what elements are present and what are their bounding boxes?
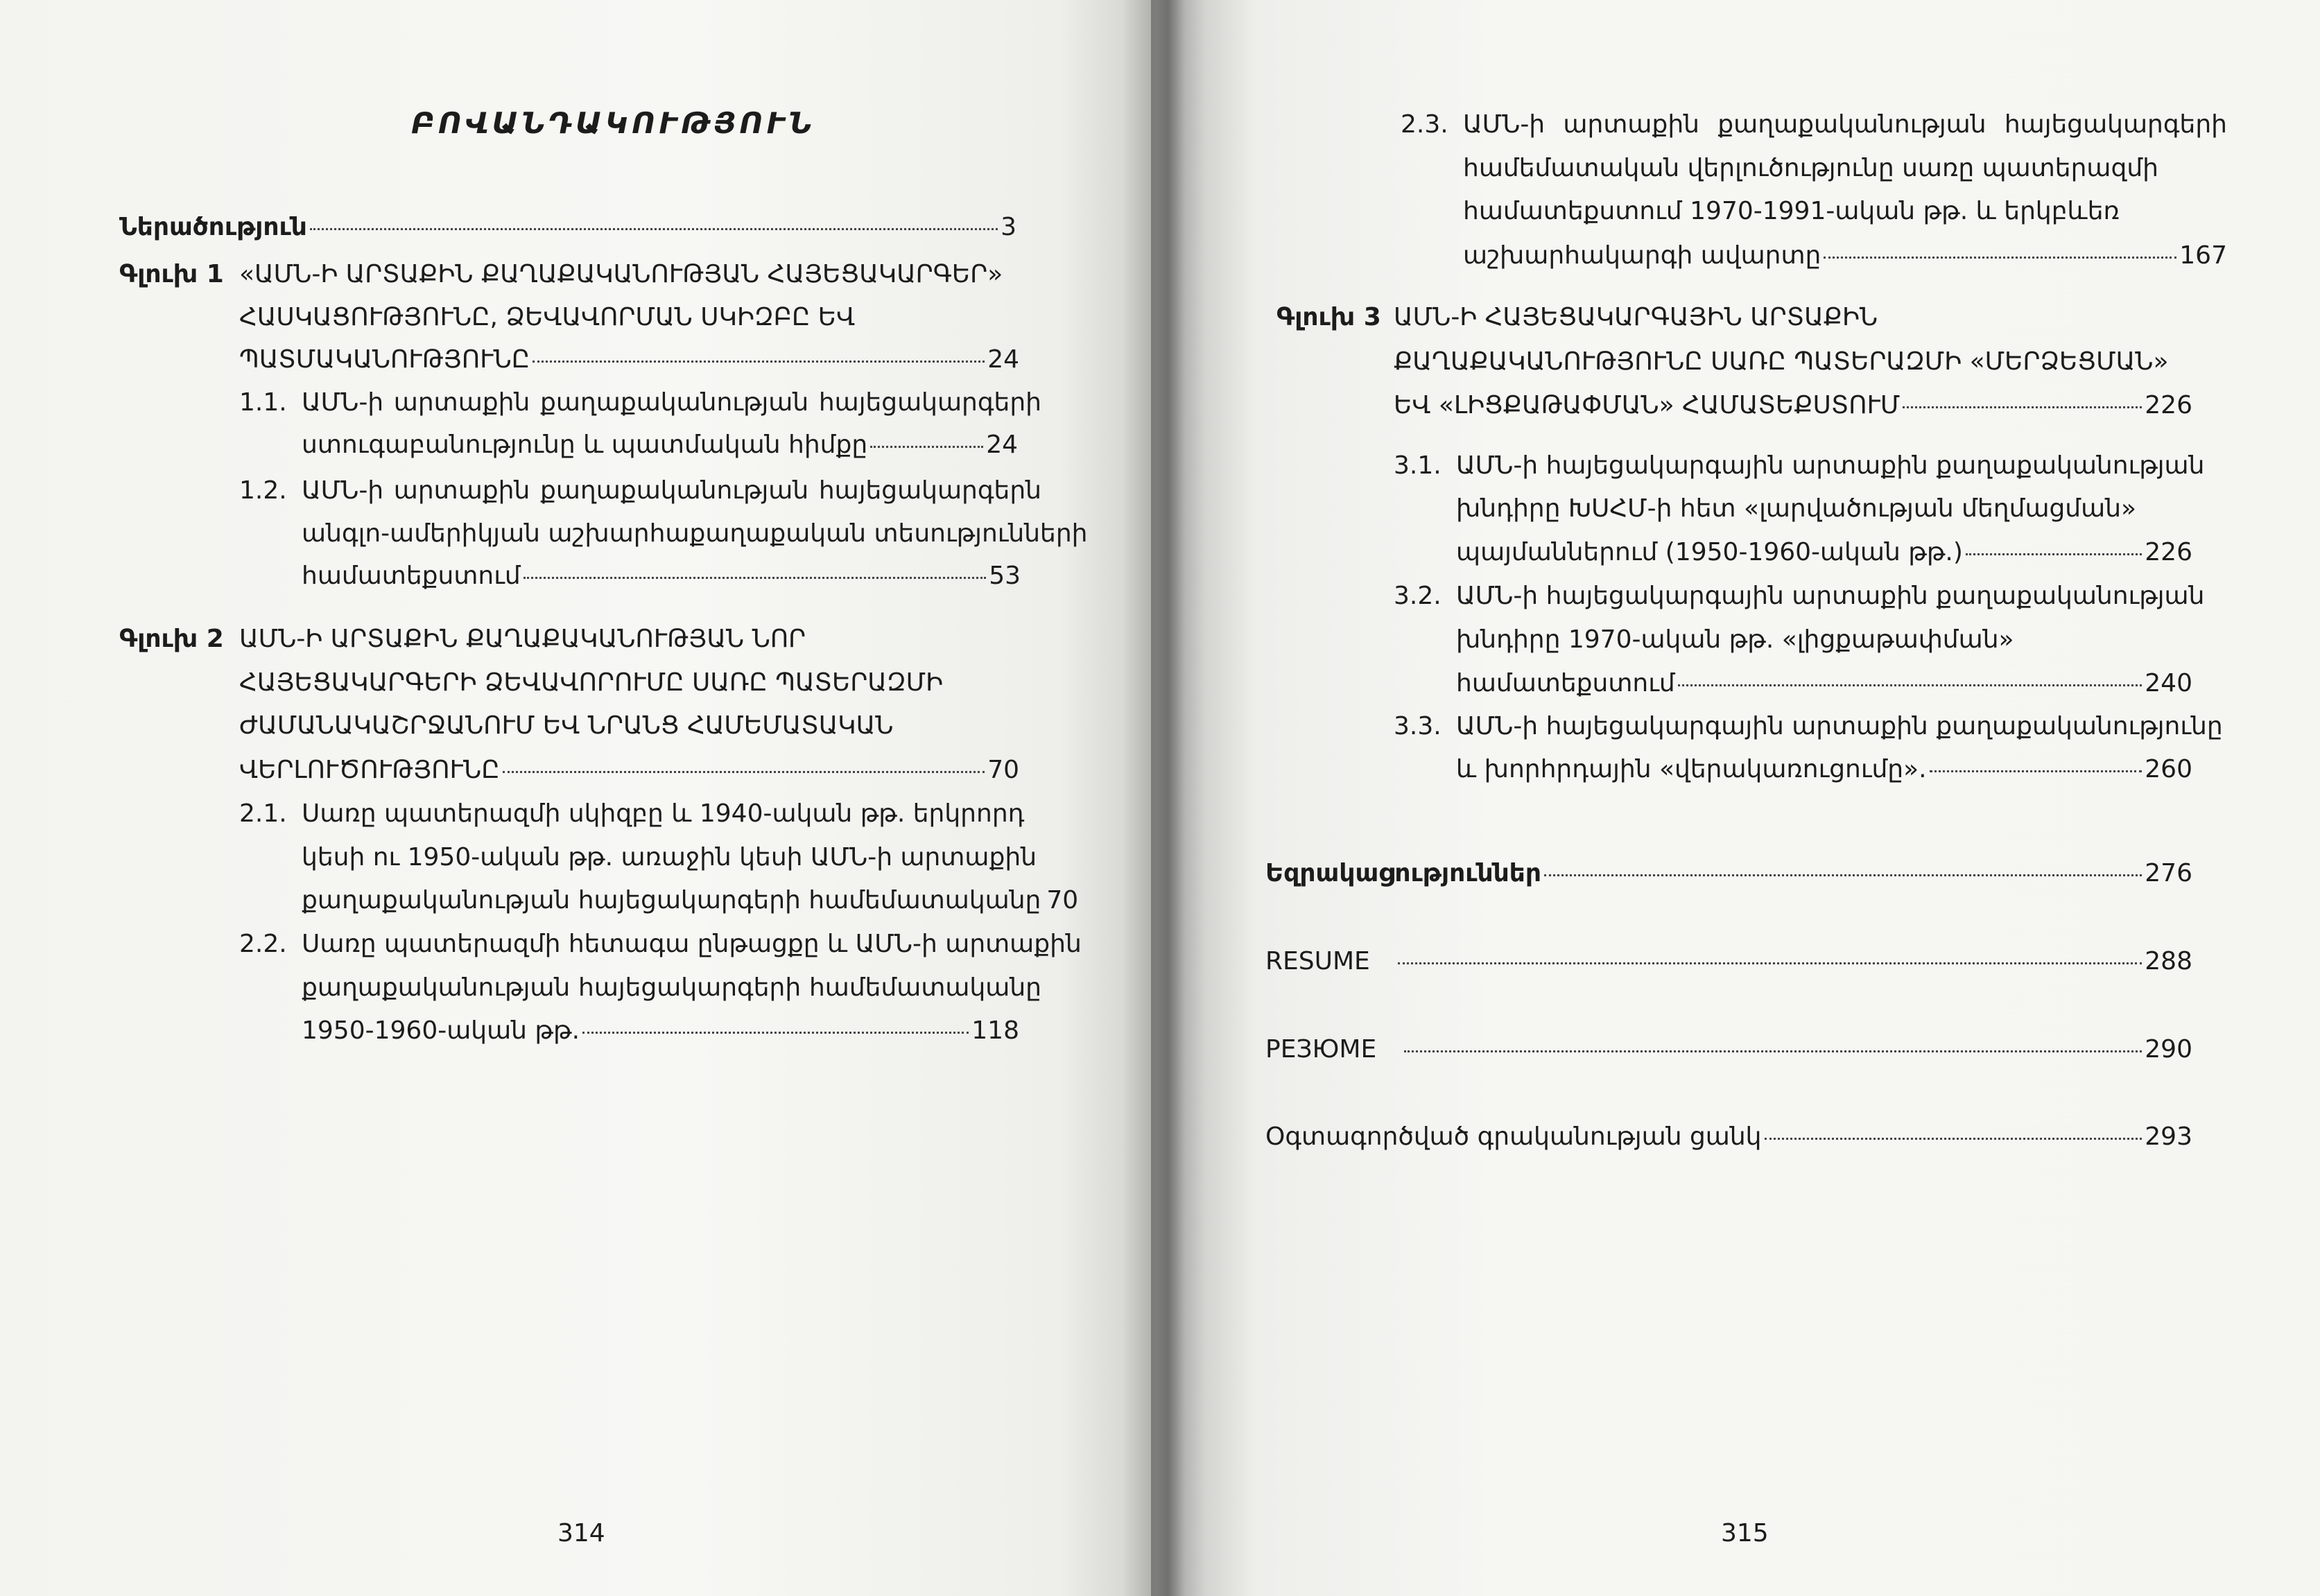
dot-leader — [1903, 406, 2142, 408]
entry-title: աշխարհակարգի ավարտը — [1463, 241, 1821, 270]
chapter-3-title-line-1: ԱՄՆ-Ի ՀԱՅԵՑԱԿԱՐԳԱՅԻՆ ԱՐՏԱՔԻՆ — [1394, 303, 1878, 331]
section-2-1-line-2: կեսի ու 1950-ական թթ. առաջին կեսի ԱՄՆ-ի արտաքին — [302, 843, 1037, 871]
chapter-2-title-line-1: ԱՄՆ-Ի ԱՐՏԱՔԻՆ ՔԱՂԱՔԱԿԱՆՈՒԹՅԱՆ ՆՈՐ — [239, 625, 806, 653]
section-3-3-line-1: ԱՄՆ-ի հայեցակարգային արտաքին քաղաքականությունը — [1456, 712, 2223, 740]
entry-title: Օգտագործված գրականության ցանկ — [1265, 1122, 1762, 1151]
left-page — [0, 0, 1151, 1596]
dot-leader — [1398, 962, 2142, 964]
dot-leader — [310, 227, 998, 230]
chapter-2-title-line-2: ՀԱՅԵՑԱԿԱՐԳԵՐԻ ՁԵՎԱՎՈՐՈՒՄԸ ՍԱՌԸ ՊԱՏԵՐԱԶՄԻ — [239, 668, 944, 697]
dot-leader — [523, 576, 987, 579]
entry-title: Եզրակացություններ — [1265, 859, 1541, 887]
book-gutter-shadow — [1122, 0, 1205, 1596]
entry-page: 288 — [2145, 947, 2192, 975]
page-number-left: 314 — [557, 1519, 605, 1547]
section-3-2-number: 3.2. — [1394, 582, 1442, 610]
entry-title: համատեքստում — [302, 562, 521, 590]
entry-page: 24 — [986, 431, 1018, 459]
section-3-2-line-1: ԱՄՆ-ի հայեցակարգային արտաքին քաղաքականության — [1456, 582, 2205, 610]
entry-title: ստուգաբանությունը և պատմական հիմքը — [302, 431, 868, 459]
section-1-1-last — [302, 431, 1018, 459]
dot-leader — [1966, 553, 2142, 555]
entry-page: 53 — [989, 562, 1021, 590]
chapter-2-title-line-3: ԺԱՄԱՆԱԿԱՇՐՋԱՆՈՒՄ ԵՎ ՆՐԱՆՑ ՀԱՄԵՄԱՏԱԿԱՆ — [239, 711, 894, 740]
chapter-1-title-line-2: ՀԱՍԿԱՑՈՒԹՅՈՒՆԸ, ՁԵՎԱՎՈՐՄԱՆ ՍԿԻԶԲԸ ԵՎ — [239, 303, 856, 331]
section-2-3-line-3: համատեքստում 1970-1991-ական թթ. և երկբևեռ — [1463, 197, 2120, 225]
chapter-3-label: Գլուխ 3 — [1276, 303, 1381, 331]
toc-entry-bibliography — [1265, 1123, 2192, 1151]
section-3-2-line-2: խնդիրը 1970-ական թթ. «լիցքաթափման» — [1456, 625, 2014, 654]
toc-title: ԲՈՎԱՆԴԱԿՈՒԹՅՈՒՆ — [411, 106, 815, 140]
section-2-3-line-1: ԱՄՆ-ի արտաքին քաղաքականության հայեցակարգերի — [1463, 110, 2227, 139]
section-3-2-last — [1456, 670, 2192, 697]
entry-title: և խորհրդային «վերակառուցումը». — [1456, 755, 1927, 783]
section-1-2-number: 1.2. — [239, 476, 287, 505]
entry-title: համատեքստում — [1456, 669, 1675, 697]
entry-page: 226 — [2145, 391, 2192, 419]
section-2-2-line-2: քաղաքականության հայեցակարգերի համեմատականը — [302, 973, 1041, 1002]
section-2-3-number: 2.3. — [1401, 110, 1448, 139]
section-2-2-last — [302, 1017, 1019, 1045]
chapter-1-title-line-1: «ԱՄՆ-Ի ԱՐՏԱՔԻՆ ՔԱՂԱՔԱԿԱՆՈՒԹՅԱՆ ՀԱՅԵՑԱԿԱՐԳԵՐ» — [239, 260, 1003, 288]
dot-leader — [1544, 874, 2142, 876]
page-number-right: 315 — [1721, 1519, 1769, 1547]
section-1-2-last — [302, 562, 1021, 590]
section-2-2-number: 2.2. — [239, 930, 287, 958]
entry-page: 70 — [1046, 886, 1079, 914]
dot-leader — [1404, 1050, 2142, 1052]
entry-title: պայմաններում (1950-1960-ական թթ.) — [1456, 538, 1963, 566]
right-page — [1151, 0, 2320, 1596]
section-3-1-line-2: խնդիրը ԽՍՀՄ-ի հետ «լարվածության մեղմացման» — [1456, 494, 2137, 523]
entry-page: 293 — [2145, 1122, 2192, 1151]
entry-title: քաղաքականության հայեցակարգերի համեմատականը — [302, 886, 1041, 914]
toc-entry-resume — [1265, 948, 2192, 975]
entry-title: ՊԱՏՄԱԿԱՆՈՒԹՅՈՒՆԸ — [239, 345, 530, 374]
dot-leader — [1765, 1137, 2142, 1140]
entry-page: 240 — [2145, 669, 2192, 697]
dot-leader — [503, 770, 985, 773]
entry-title: ԵՎ «ԼԻՑՔԱԹԱՓՄԱՆ» ՀԱՄԱՏԵՔՍՏՈՒՄ — [1394, 391, 1901, 419]
section-1-1-line-1: ԱՄՆ-ի արտաքին քաղաքականության հայեցակարգերի — [302, 388, 1041, 417]
section-3-1-number: 3.1. — [1394, 451, 1442, 480]
entry-title: Ներածություն — [119, 213, 307, 241]
section-3-3-last — [1456, 756, 2192, 783]
dot-leader — [1824, 256, 2176, 259]
toc-entry-rezyume — [1265, 1036, 2192, 1064]
chapter-3-title-last — [1394, 392, 2192, 419]
dot-leader — [582, 1031, 969, 1034]
chapter-3-title-line-2: ՔԱՂԱՔԱԿԱՆՈՒԹՅՈՒՆԸ ՍԱՌԸ ՊԱՏԵՐԱԶՄԻ «ՄԵՐՁԵՑՄԱՆ» — [1394, 347, 2169, 376]
entry-page: 290 — [2145, 1035, 2192, 1064]
section-1-1-number: 1.1. — [239, 388, 287, 417]
entry-page: 167 — [2179, 241, 2227, 270]
toc-entry-introduction — [119, 214, 1016, 241]
section-2-1-line-1: Սառը պատերազմի սկիզբը և 1940-ական թթ. երկրորդ — [302, 799, 1025, 828]
section-1-2-line-2: անգլո-ամերիկյան աշխարհաքաղաքական տեսությունների — [302, 519, 1088, 548]
dot-leader — [870, 445, 983, 448]
chapter-2-title-last — [239, 756, 1019, 784]
entry-page: 276 — [2145, 859, 2192, 887]
entry-page: 260 — [2145, 755, 2192, 783]
entry-title: 1950-1960-ական թթ. — [302, 1016, 580, 1045]
section-2-1-number: 2.1. — [239, 799, 287, 828]
section-2-3-line-2: համեմատական վերլուծությունը սառը պատերազմի — [1463, 154, 2158, 182]
section-1-2-line-1: ԱՄՆ-ի արտաքին քաղաքականության հայեցակարգերն — [302, 476, 1041, 505]
entry-page: 70 — [987, 756, 1019, 784]
entry-page: 226 — [2145, 538, 2192, 566]
section-3-3-number: 3.3. — [1394, 712, 1442, 740]
chapter-2-label: Գլուխ 2 — [119, 625, 224, 653]
section-2-2-line-1: Սառը պատերազմի հետագա ընթացքը և ԱՄՆ-ի արտաքին — [302, 930, 1082, 958]
section-2-3-last — [1463, 242, 2227, 270]
chapter-1-label: Գլուխ 1 — [119, 260, 224, 288]
entry-page: 118 — [971, 1016, 1019, 1045]
section-3-1-line-1: ԱՄՆ-ի հայեցակարգային արտաքին քաղաքականության — [1456, 451, 2205, 480]
section-2-1-last — [302, 886, 1079, 914]
entry-page: 3 — [1001, 213, 1016, 241]
dot-leader — [1930, 770, 2142, 772]
entry-page: 24 — [987, 345, 1019, 374]
entry-title: RESUME — [1265, 947, 1370, 975]
toc-entry-conclusions — [1265, 860, 2192, 887]
entry-title: ՎԵՐԼՈՒԾՈՒԹՅՈՒՆԸ — [239, 756, 500, 784]
entry-title: РЕЗЮМЕ — [1265, 1035, 1377, 1064]
section-3-1-last — [1456, 539, 2192, 566]
chapter-1-title-last — [239, 346, 1019, 374]
dot-leader — [1678, 684, 2142, 686]
dot-leader — [533, 360, 985, 363]
